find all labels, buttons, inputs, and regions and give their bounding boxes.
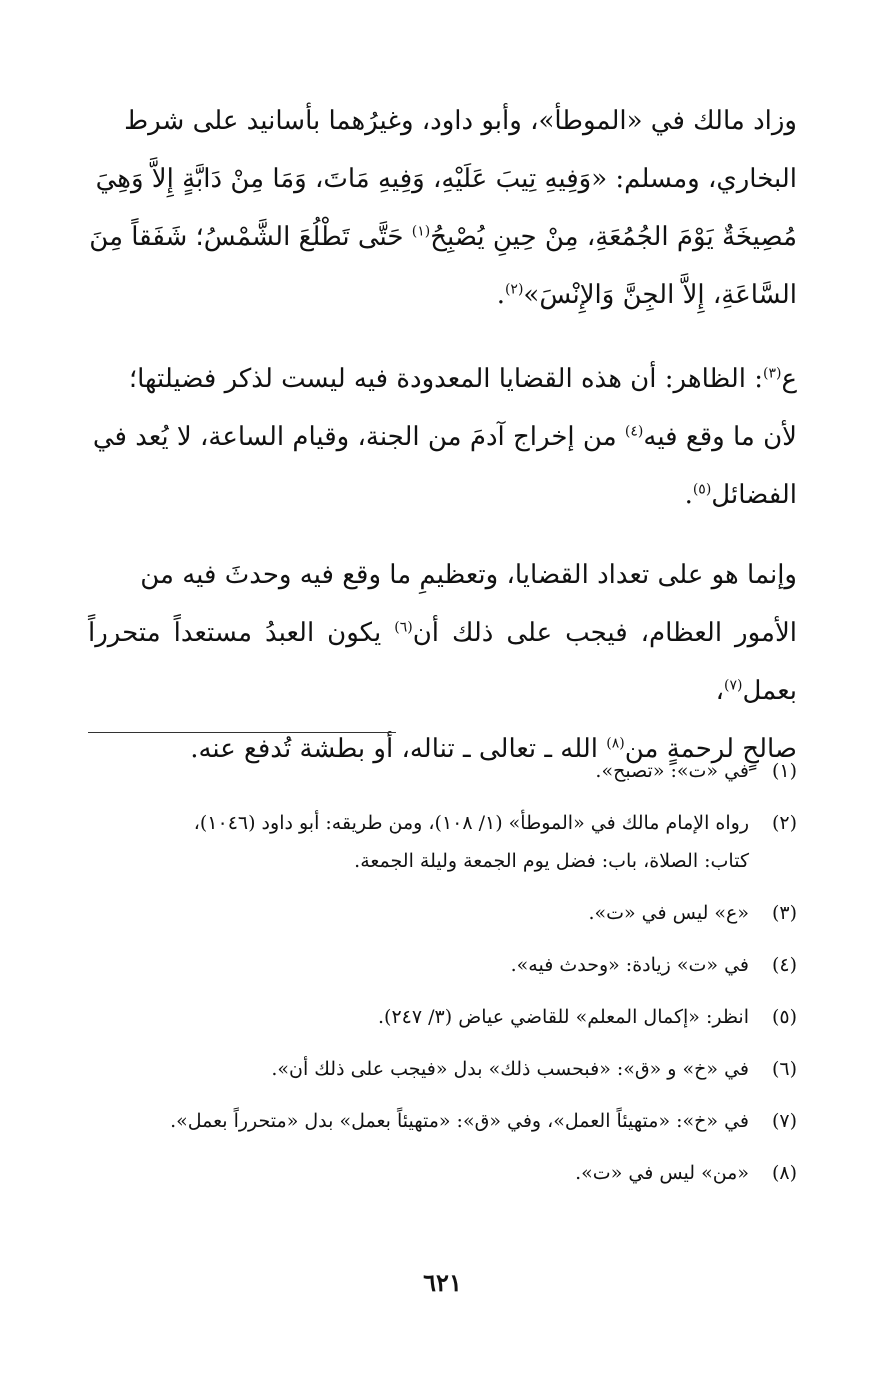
footnote-2 — [88, 804, 797, 880]
footnote-text — [88, 1102, 749, 1140]
paragraph-2-line-2 — [88, 408, 797, 466]
footnote-6 — [88, 1050, 797, 1088]
text-segment: . — [496, 280, 505, 310]
paragraph-2-line-3 — [88, 466, 797, 524]
footnote-line: «من» ليس في «ت». — [575, 1162, 749, 1184]
text-segment: الفضائل — [711, 480, 797, 510]
footnote-ref-3[interactable]: (٣) — [763, 365, 782, 382]
paragraph-1-line-2: البخاري، ومسلم: «وَفِيهِ تِيبَ عَلَيْهِ، وَفِيهِ مَاتَ، وَمَا مِنْ دَابَّةٍ إِلاَّ وَهِيَ — [95, 164, 797, 194]
paragraph-2-line-1 — [88, 350, 797, 408]
footnote-line: رواه الإمام مالك في «الموطأ» (١/ ١٠٨)، ومن طريقه: أبو داود (١٠٤٦)، — [193, 812, 749, 834]
footnote-text — [88, 894, 749, 932]
footnote-line: كتاب: الصلاة، باب: فضل يوم الجمعة وليلة الجمعة. — [354, 850, 749, 872]
paragraph-1 — [88, 92, 797, 324]
footnote-ref-1[interactable]: (١) — [411, 223, 431, 240]
text-segment: الأمور العظام، فيجب على ذلك أن — [412, 618, 798, 648]
footnote-4 — [88, 946, 797, 984]
footnote-number: (٤) — [771, 954, 797, 976]
footnote-line: في «ت»: «تصبح». — [595, 760, 749, 782]
footnote-ref-6[interactable]: (٦) — [394, 619, 413, 636]
footnote-3 — [88, 894, 797, 932]
paragraph-1-line-4 — [88, 266, 797, 324]
paragraph-3-line-2 — [88, 604, 797, 720]
text-segment: : الظاهر: أن هذه القضايا المعدودة فيه ليست لذكر فضيلتها؛ — [128, 364, 764, 394]
footnotes — [88, 752, 797, 1206]
footnote-number: (٧) — [771, 1110, 797, 1132]
text-segment: يكون العبدُ مستعداً متحرراً بعمل — [88, 618, 797, 706]
text-segment: من إخراج آدمَ من الجنة، وقيام الساعة، لا يُعد في — [92, 422, 625, 452]
footnote-text — [88, 1050, 749, 1088]
text-segment: الله ـ تعالى ـ تناله، أو بطشة تُدفع عنه. — [190, 734, 607, 764]
footnote-line: «ع» ليس في «ت». — [588, 902, 749, 924]
footnote-number: (١) — [771, 760, 797, 782]
page-number: ٦٢١ — [423, 1268, 462, 1297]
main-text — [88, 92, 797, 800]
footnote-5 — [88, 998, 797, 1036]
text-segment: . — [684, 480, 693, 510]
footnote-8 — [88, 1154, 797, 1192]
footnote-line: في «خ» و «ق»: «فبحسب ذلك» بدل «فيجب على ذلك أن». — [271, 1058, 749, 1080]
footnote-ref-2[interactable]: (٢) — [504, 281, 524, 298]
paragraph-3-line-1: وإنما هو على تعداد القضايا، وتعظيمِ ما وقع فيه وحدثَ فيه من — [140, 560, 797, 590]
text-segment: صالحٍ لرحمةٍ من — [624, 734, 797, 764]
footnote-number: (٨) — [771, 1162, 797, 1184]
footnote-line: في «ت» زيادة: «وحدث فيه». — [510, 954, 749, 976]
text-segment: ع — [781, 364, 797, 394]
footnote-1 — [88, 752, 797, 790]
footnote-line: انظر: «إكمال المعلم» للقاضي عياض (٣/ ٢٤٧). — [378, 1006, 749, 1028]
text-segment: ، — [715, 676, 725, 706]
footnote-ref-4[interactable]: (٤) — [624, 423, 644, 440]
footnote-text — [88, 998, 749, 1036]
text-segment: حَتَّى تَطْلُعَ الشَّمْسُ؛ شَفَقاً مِنَ — [89, 222, 412, 252]
paragraph-1-line-1: وزاد مالك في «الموطأ»، وأبو داود، وغيرُهما بأسانيد على شرط — [124, 106, 797, 136]
text-segment: مُصِيخَةٌ يَوْمَ الجُمُعَةِ، مِنْ حِينِ يُصْبِحُ — [430, 222, 797, 252]
footnote-number: (٦) — [771, 1058, 797, 1080]
footnote-text — [88, 946, 749, 984]
footnote-line: في «خ»: «متهيئاً العمل»، وفي «ق»: «متهيئاً بعمل» بدل «متحرراً بعمل». — [170, 1110, 749, 1132]
footnote-7 — [88, 1102, 797, 1140]
footnote-ref-5[interactable]: (٥) — [692, 481, 712, 498]
footnote-text — [88, 1154, 749, 1192]
footnote-number: (٥) — [771, 1006, 797, 1028]
text-segment: لأن ما وقع فيه — [643, 422, 797, 452]
paragraph-2 — [88, 350, 797, 524]
footnote-text — [88, 804, 749, 880]
text-segment: السَّاعَةِ، إِلاَّ الجِنَّ وَالإِنْسَ» — [523, 280, 797, 310]
footnote-number: (٣) — [771, 902, 797, 924]
paragraph-1-line-3 — [88, 208, 797, 266]
footnote-number: (٢) — [771, 812, 797, 834]
footnote-ref-8[interactable]: (٨) — [606, 735, 625, 752]
paragraph-3 — [88, 546, 797, 778]
footnote-ref-7[interactable]: (٧) — [724, 677, 743, 694]
footnote-text — [88, 752, 749, 790]
footnote-divider — [88, 732, 396, 733]
